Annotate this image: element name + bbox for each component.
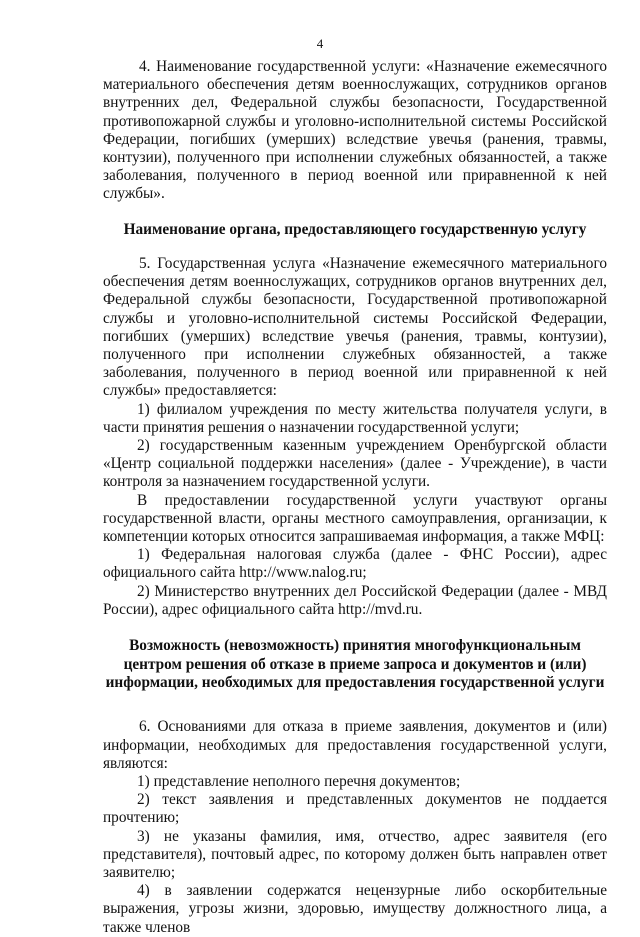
section-5-org-1: 1) Федеральная налоговая служба (далее - ФНС России), адрес официального сайта http://www.nalog.ru;: [103, 546, 607, 582]
section-6-intro: 6. Основаниями для отказа в приеме заявления, документов и (или) информации, необходимых для предоставления государственной услуги, являются:: [103, 718, 607, 772]
document-body: [103, 58, 607, 937]
section-6-item-2: 2) текст заявления и представленных документов не поддается прочтению;: [103, 791, 607, 827]
section-5-item-2: 2) государственным казенным учреждением Оренбургской области «Центр социальной поддержки населения» (далее - Учреждение), в части контроля за назначением государственной услуги.: [103, 437, 607, 491]
heading-service-provider: Наименование органа, предоставляющего государственную услугу: [123, 220, 587, 238]
section-5-item-1: 1) филиалом учреждения по месту жительства получателя услуги, в части принятия решения о назначении государственной услуги;: [103, 400, 607, 436]
heading-mfc-refusal: Возможность (невозможность) принятия многофункциональным центром решения об отказе в приеме запроса и документов и (или) информации, необходимых для предоставления государственной услуги: [105, 637, 605, 691]
section-5-org-2: 2) Министерство внутренних дел Российской Федерации (далее - МВД России), адрес официального сайта http://mvd.ru.: [103, 582, 607, 618]
section-5-participants: В предоставлении государственной услуги участвуют органы государственной власти, органы местного самоуправления, организации, к компетенции которых относится запрашиваемая информация, а также МФЦ:: [103, 491, 607, 546]
section-6-item-4: 4) в заявлении содержатся нецензурные либо оскорбительные выражения, угрозы жизни, здоровью, имуществу должностного лица, а также членов: [103, 882, 607, 936]
section-6-item-3: 3) не указаны фамилия, имя, отчество, адрес заявителя (его представителя), почтовый адрес, по которому должен быть направлен ответ заявителю;: [103, 827, 607, 881]
page-number: 4: [316, 36, 324, 51]
section-4-paragraph: 4. Наименование государственной услуги: «Назначение ежемесячного материального обеспечения детям военнослужащих, сотрудников органов внутренних дел, Федеральной службы безопасности, Государственной противопожарной службы и уголовно-исполнительной системы Российской Федерации, погибших (умерших) вследствие увечья (ранения, травмы, контузии), полученного при исполнении служебных обязанностей, а также заболевания, полученного в период военной или приравненной к ней службы».: [103, 58, 607, 203]
section-6-item-1: 1) представление неполного перечня документов;: [137, 772, 461, 790]
section-5-intro: 5. Государственная услуга «Назначение ежемесячного материального обеспечения детям военнослужащих, сотрудников органов внутренних дел, Федеральной службы безопасности, Государственной противопожарной службы и уголовно-исполнительной системы Российской Федерации, погибших (умерших) вследствие увечья (ранения, травмы, контузии), полученного при исполнении служебных обязанностей, а также заболевания, полученного в период военной или приравненной к ней службы» предоставляется:: [103, 255, 607, 400]
